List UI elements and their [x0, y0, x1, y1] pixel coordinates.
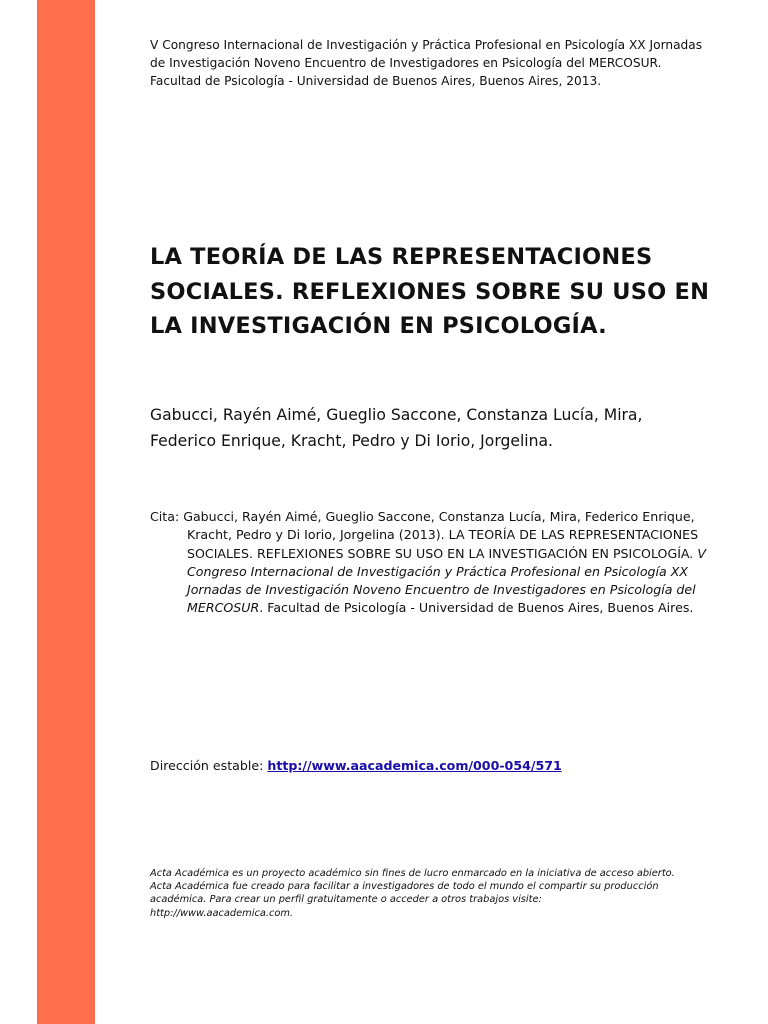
- footer-note: Acta Académica es un proyecto académico sin fines de lucro enmarcado en la iniciativa de acceso abierto. Acta Académica fue creado para facilitar a investigadores de todo el mundo el compartir su producción académica. Para crear un perfil gratuitamente o acceder a otros trabajos visite: http://www.aacademica.com.: [150, 868, 675, 919]
- decorative-side-stripe: [37, 0, 95, 1024]
- stable-address-label: Dirección estable:: [150, 758, 264, 773]
- stable-address-link[interactable]: http://www.aacademica.com/000-054/571: [267, 758, 562, 773]
- stable-address: [150, 757, 710, 775]
- citation-text: Cita: Gabucci, Rayén Aimé, Gueglio Saccone, Constanza Lucía, Mira, Federico Enrique, Kracht, Pedro y Di Iorio, Jorgelina (2013). LA TEORÍA DE LAS REPRESENTACIONES SOCIALES. REFLEXIONES SOBRE SU USO EN LA INVESTIGACIÓN EN PSICOLOGÍA.: [150, 509, 699, 561]
- citation-publisher: . Facultad de Psicología - Universidad de Buenos Aires, Buenos Aires.: [259, 600, 694, 616]
- authors-list: Gabucci, Rayén Aimé, Gueglio Saccone, Constanza Lucía, Mira, Federico Enrique, Kracht, Pedro y Di Iorio, Jorgelina.: [150, 406, 643, 450]
- paper-title: LA TEORÍA DE LAS REPRESENTACIONES SOCIALES. REFLEXIONES SOBRE SU USO EN LA INVESTIGACIÓN EN PSICOLOGÍA.: [150, 244, 710, 339]
- citation-block: [150, 508, 727, 618]
- conference-header: V Congreso Internacional de Investigación y Práctica Profesional en Psicología XX Jornadas de Investigación Noveno Encuentro de Investigadores en Psicología del MERCOSUR. Facultad de Psicología - Universidad de Buenos Aires, Buenos Aires, 2013.: [150, 38, 703, 88]
- citation-source: V Congreso Internacional de Investigación y Práctica Profesional en Psicología XX Jornadas de Investigación Noveno Encuentro de Investigadores en Psicología del MERCOSUR: [187, 545, 706, 616]
